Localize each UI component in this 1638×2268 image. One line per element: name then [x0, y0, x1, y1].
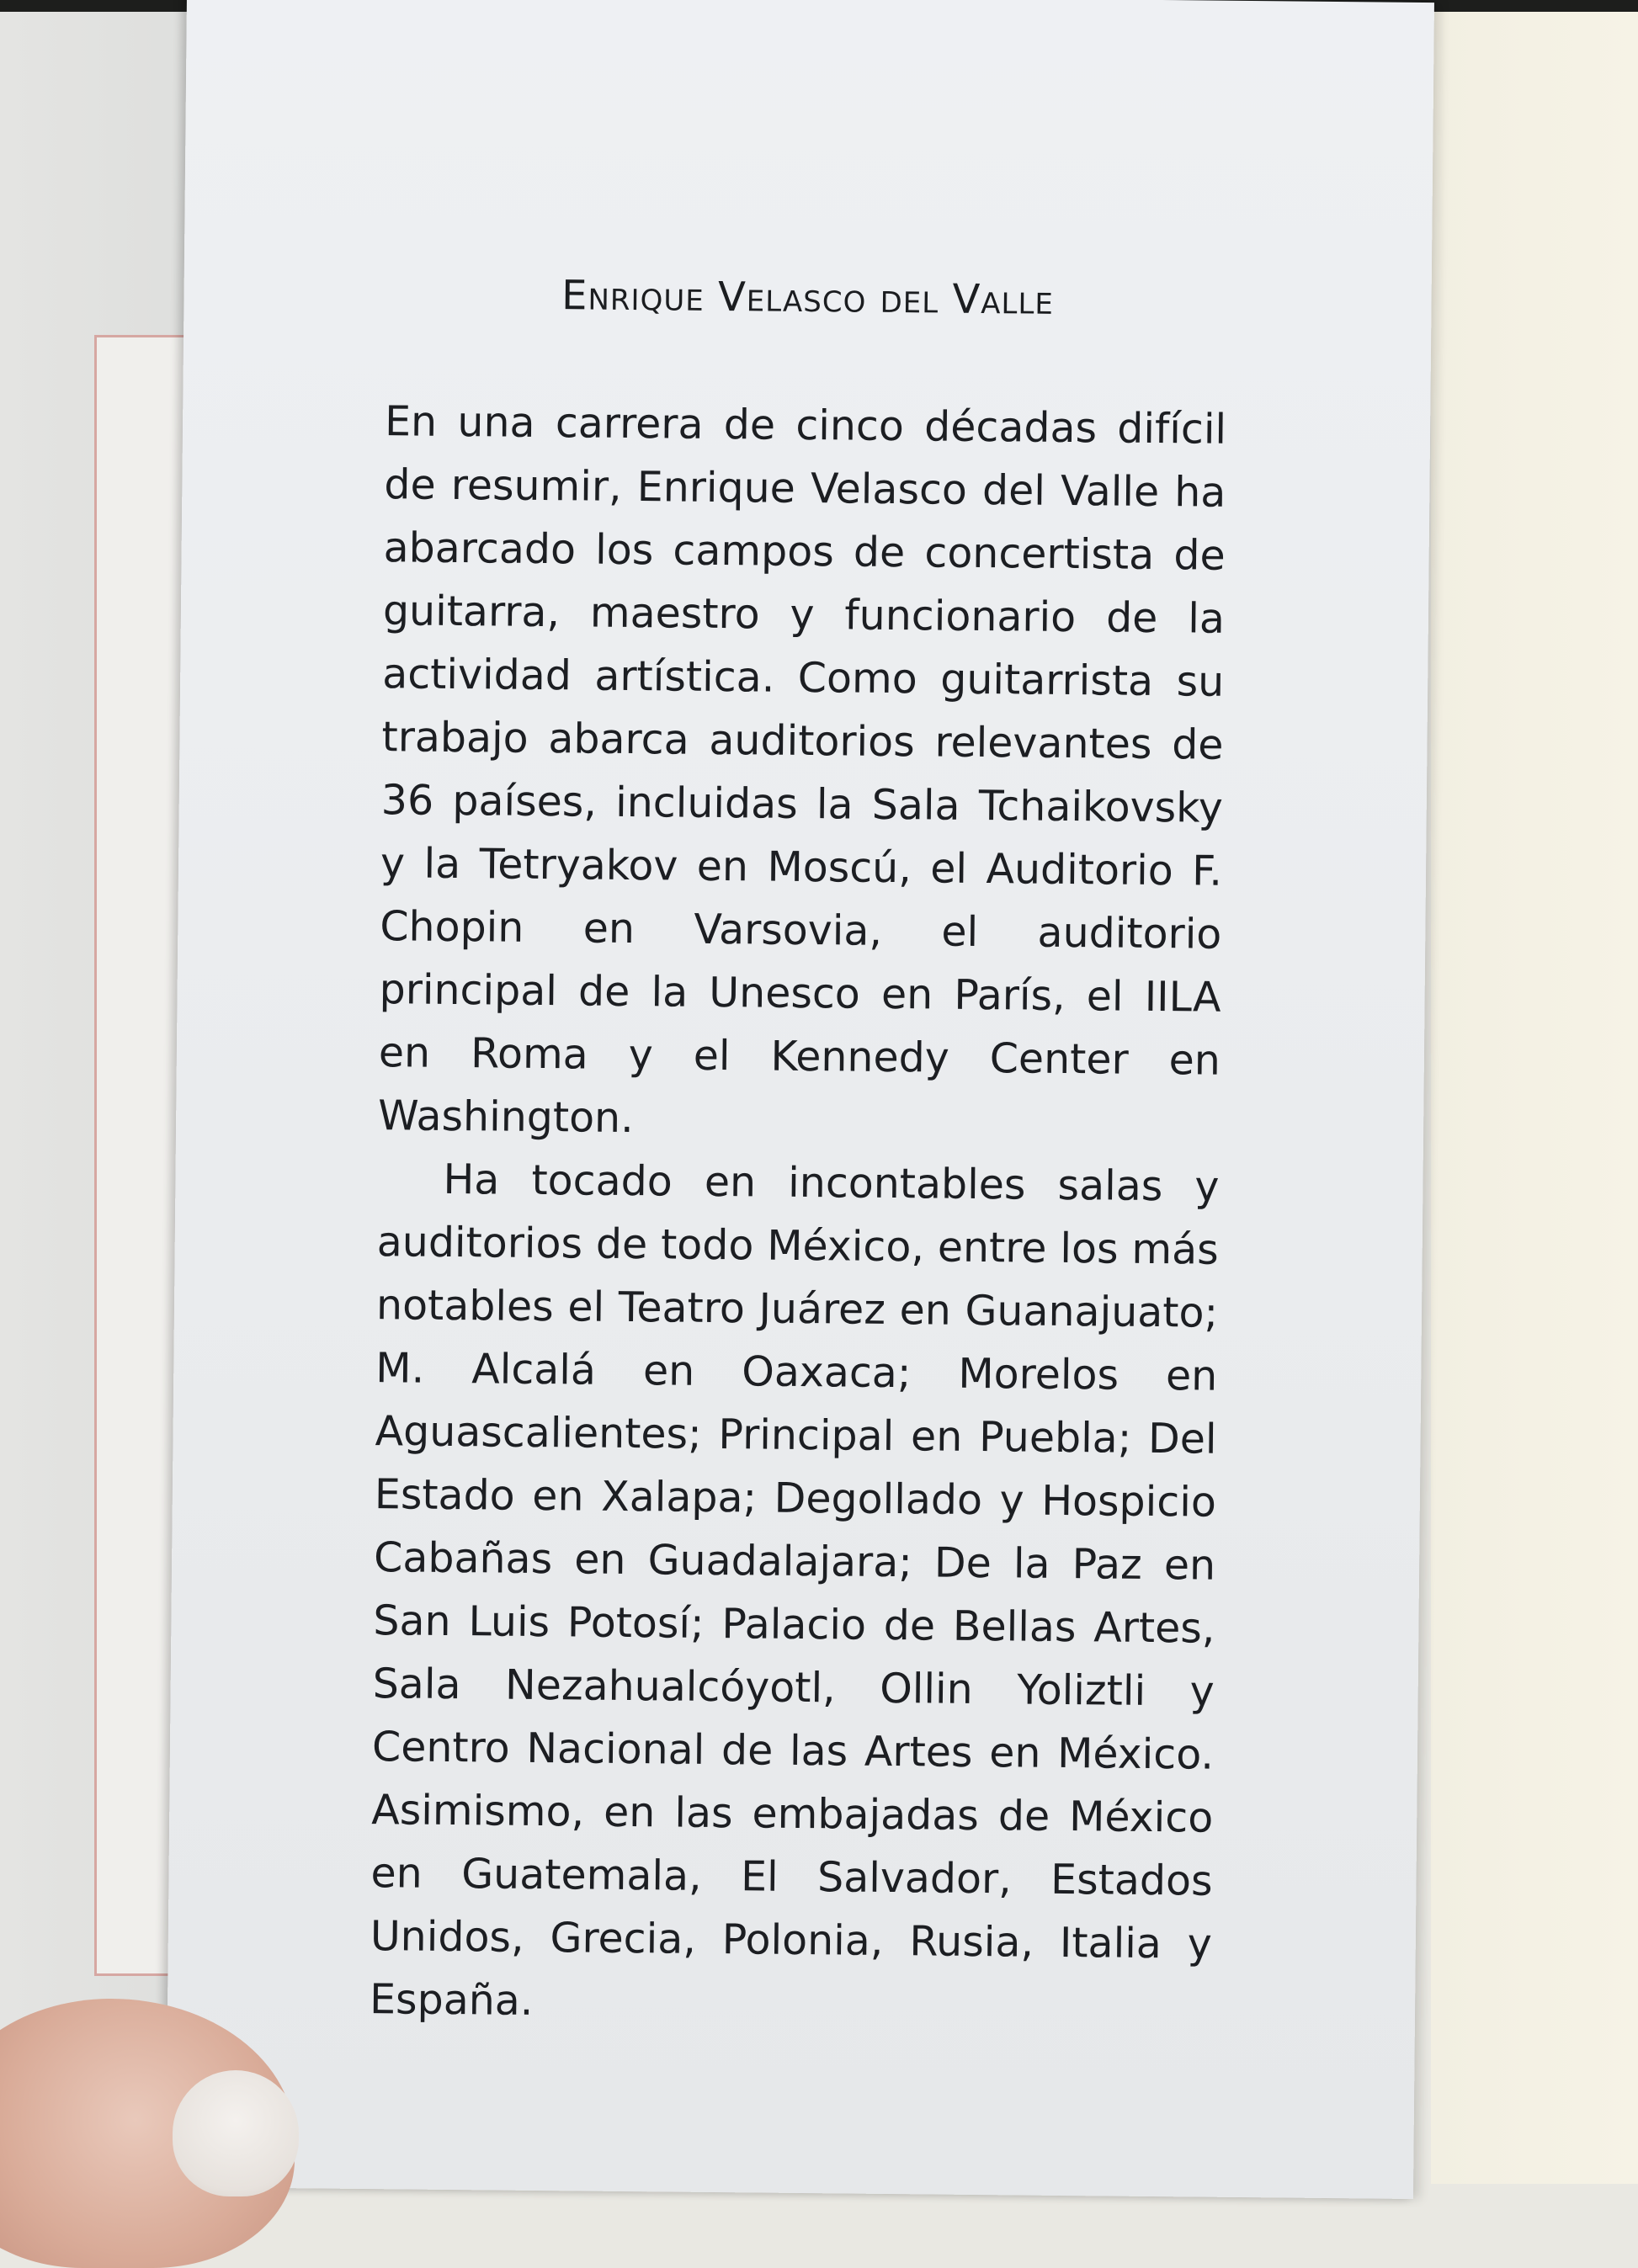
bookmark-card — [166, 0, 1434, 2199]
card-paragraph-1: En una carrera de cinco décadas difícil de resumir, Enrique Velasco del Valle ha abarcado los campos de concertista de guitarra, maestro y funcionario de la actividad artística. Como guitarrista su trabajo abarca auditorios relevantes de 36 países, incluidas la Sala Tchaikovsky y la Tetryakov en Moscú, el Auditorio F. Chopin en Varsovia, el auditorio principal de la Unesco en París, el IILA en Roma y el Kennedy Center en Washington. — [377, 397, 1227, 1143]
background-right-page — [1431, 12, 1638, 2184]
card-title: Enrique Velasco del Valle — [561, 272, 1055, 324]
card-body — [370, 390, 1227, 2039]
card-paragraph-2: Ha tocado en incontables salas y auditorios de todo México, entre los más notables el Teatro Juárez en Guanajuato; M. Alcalá en Oaxaca; Morelos en Aguascalientes; Principal en Puebla; Del Estado en Xalapa; Degollado y Hospicio Cabañas en Guadalajara; De la Paz en San Luis Potosí; Palacio de Bellas Artes, Sala Nezahualcóyotl, Ollin Yoliztli y Centro Nacional de las Artes en México. Asimismo, en las embajadas de México en Guatemala, El Salvador, Estados Unidos, Grecia, Polonia, Rusia, Italia y España. — [369, 1155, 1220, 2025]
fingernail — [173, 2070, 299, 2196]
